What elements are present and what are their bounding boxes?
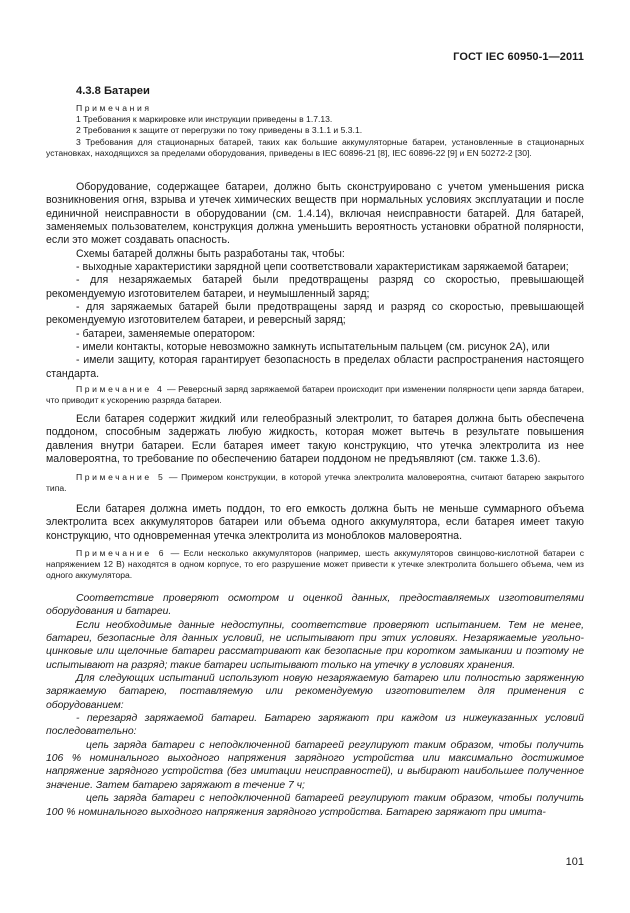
notes-heading: Примечания <box>76 103 152 113</box>
compliance-text <box>46 592 584 819</box>
list-item: - для заряжаемых батарей были предотвращены заряд и разряд со скоростью, превышающей рекомендуемую изготовителем батареи, и реверсный заряд; <box>46 301 584 327</box>
list-item: - имели защиту, которая гарантирует безопасность в пределах области распространения настоящего стандарта. <box>46 354 584 380</box>
list-item: - имели контакты, которые невозможно замкнуть испытательным пальцем (см. рисунок 2А), или <box>76 341 550 354</box>
list-item: - для незаряжаемых батарей были предотвращены разряд со скоростью, превышающей рекомендуемую изготовителем батареи, и неумышленный заряд; <box>46 274 584 300</box>
note-3: 3 Требования для стационарных батарей, таких как большие аккумуляторные батареи, установленные в стационарных установках, находящихся за пределами оборудования, приведены в IEC 60896-21 [8], IEC 60896-22 [9] и EN 50272-2 [30]. <box>46 136 584 158</box>
notes-block <box>46 103 584 159</box>
note-1: 1 Требования к маркировке или инструкции приведены в 1.7.13. <box>76 114 333 125</box>
paragraph: цепь заряда батареи с неподключенной батареей регулируют таким образом, чтобы получить 100 % номинального выходного напряжения зарядного устройства. Батарею заряжают при имита- <box>46 793 584 818</box>
section-title: 4.3.8 Батареи <box>76 85 150 97</box>
paragraph: Если необходимые данные недоступны, соответствие проверяют испытанием. Тем не менее, батареи, безопасные для данных условий, не испытывают при этих условиях. Незаряжаемые угольно-цинковые или щелочные батареи рассматривают как безопасные при коротком замыкании и поэтому не испытывают на разряд; такие батареи испытывают только на утечку в условиях хранения. <box>46 619 584 671</box>
list-item: - батареи, заменяемые оператором: <box>76 327 256 340</box>
paragraph: Для следующих испытаний используют новую незаряжаемую батарею или полностью заряженную заряжаемую батарею, поставляемую или рекомендуемую изготовителем для применения с оборудованием: <box>46 673 584 711</box>
list-item: - выходные характеристики зарядной цепи соответствовали характеристикам заряжаемой батареи; <box>76 261 569 274</box>
main-text <box>46 181 584 381</box>
paragraph: Схемы батарей должны быть разработаны так, чтобы: <box>76 247 345 260</box>
note-6: Примечание 6 — Если несколько аккумуляторов (например, шесть аккумуляторов свинцово-кислотной батареи с напряжением 12 В) находятся в одном корпусе, то его разрушение может привести к утечке электролита большего объема, чем из одного аккумулятора. <box>46 548 585 581</box>
note-2: 2 Требования к защите от перегрузки по току приведены в 3.1.1 и 5.3.1. <box>76 125 363 136</box>
note-5: Примечание 5 — Примером конструкции, в которой утечка электролита маловероятна, считают батарею закрытого типа. <box>46 472 585 494</box>
note-4: Примечание 4 — Реверсный заряд заряжаемой батареи происходит при изменении полярности цепи заряда батареи, что приводит к ускорению разряда батареи. <box>46 384 584 406</box>
paragraph: Оборудование, содержащее батареи, должно быть сконструировано с учетом уменьшения риска возникновения огня, взрыва и утечек химических веществ при нормальных условиях эксплуатации и после единичной неисправности в оборудовании (см. 1.4.14), включая неисправности батарей. Для батарей, заменяемых пользователем, конструкция должна уменьшить вероятность установки обратной полярности, если это может создавать опасность. <box>46 181 584 247</box>
paragraph-capacity: Если батарея должна иметь поддон, то его емкость должна быть не меньше суммарного объема электролита всех аккумуляторов батареи или объема одного аккумулятора, если батарея имеет такую конструкцию, что одновременная утечка электролита из моноблоков маловероятна. <box>46 503 584 542</box>
paragraph: Соответствие проверяют осмотром и оценкой данных, предоставляемых изготовителями оборудования и батареи. <box>46 593 584 618</box>
paragraph: - перезаряд заряжаемой батареи. Батарею заряжают при каждом из нижеуказанных условий последовательно: <box>46 713 584 738</box>
paragraph: цепь заряда батареи с неподключенной батареей регулируют таким образом, чтобы получить 106 % номинального выходного напряжения зарядного устройства или максимально достижимое напряжение зарядного устройства (без имитации неисправностей), и выбирают наибольшее полученное значение. Затем батарею заряжают в течение 7 ч; <box>46 739 584 791</box>
page-number: 101 <box>565 856 584 868</box>
document-header: ГОСТ IEC 60950-1—2011 <box>453 51 584 63</box>
paragraph-tray: Если батарея содержит жидкий или гелеобразный электролит, то батарея должна быть обеспечена поддоном, способным задержать любую жидкость, которая может вытечь в результате повышения давления внутри батареи. Если батарея имеет такую конструкцию, что утечка электролита из нее маловероятна, то требование по обеспечению батареи поддоном не предъявляют (см. также 1.3.6). <box>46 413 584 466</box>
